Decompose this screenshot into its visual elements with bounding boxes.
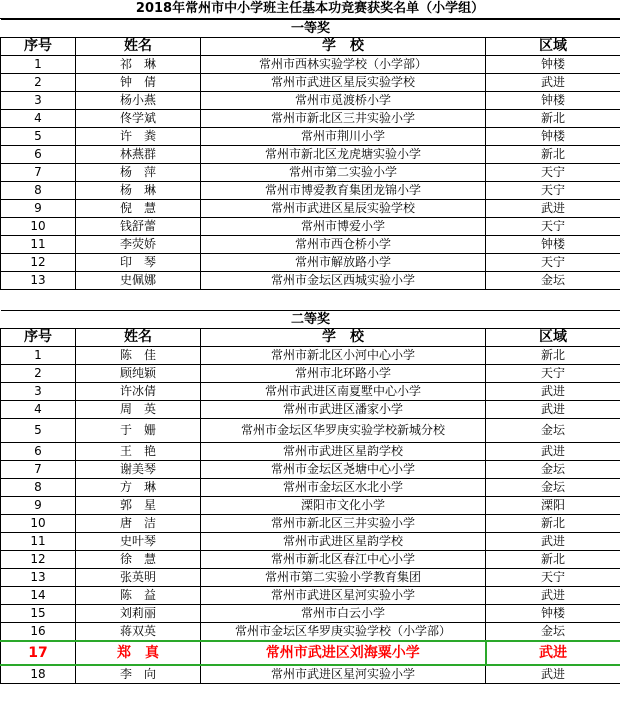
cell-school: 常州市金坛区水北小学 xyxy=(201,479,486,497)
table-row xyxy=(1,272,620,290)
table-row xyxy=(1,419,620,443)
cell-region: 武进 xyxy=(486,401,620,419)
cell-school: 常州市武进区刘海粟小学 xyxy=(201,641,486,665)
cell-no: 13 xyxy=(1,272,76,290)
cell-name: 史佩娜 xyxy=(76,272,201,290)
cell-region: 金坛 xyxy=(486,419,620,443)
cell-name: 林燕群 xyxy=(76,146,201,164)
cell-no: 2 xyxy=(1,365,76,383)
spacer-row xyxy=(1,290,620,311)
table-row xyxy=(1,461,620,479)
cell-school: 常州市武进区南夏墅中心小学 xyxy=(201,383,486,401)
cell-name: 许 粪 xyxy=(76,128,201,146)
cell-region: 溧阳 xyxy=(486,497,620,515)
cell-name: 于 姗 xyxy=(76,419,201,443)
header-school: 学 校 xyxy=(201,329,486,347)
cell-school: 常州市武进区星河实验小学 xyxy=(201,587,486,605)
cell-school: 常州市第二实验小学 xyxy=(201,164,486,182)
cell-region: 钟楼 xyxy=(486,92,620,110)
table-row xyxy=(1,533,620,551)
table-row xyxy=(1,365,620,383)
cell-school: 常州市解放路小学 xyxy=(201,254,486,272)
header-name: 姓名 xyxy=(76,329,201,347)
cell-region: 天宁 xyxy=(486,164,620,182)
cell-name: 徐 慧 xyxy=(76,551,201,569)
table-row xyxy=(1,74,620,92)
table-row xyxy=(1,497,620,515)
award-table xyxy=(0,19,620,684)
cell-school: 常州市新北区春江中心小学 xyxy=(201,551,486,569)
header-row xyxy=(1,38,620,56)
section-title: 一等奖 xyxy=(1,20,620,38)
cell-region: 钟楼 xyxy=(486,128,620,146)
cell-name: 杨小燕 xyxy=(76,92,201,110)
cell-no: 16 xyxy=(1,623,76,642)
cell-no: 14 xyxy=(1,587,76,605)
cell-region: 武进 xyxy=(486,641,620,665)
cell-region: 武进 xyxy=(486,200,620,218)
cell-region: 武进 xyxy=(486,665,620,684)
table-row xyxy=(1,254,620,272)
cell-no: 13 xyxy=(1,569,76,587)
cell-no: 2 xyxy=(1,74,76,92)
section-title: 二等奖 xyxy=(1,311,620,329)
table-row xyxy=(1,443,620,461)
cell-school: 常州市武进区潘家小学 xyxy=(201,401,486,419)
cell-region: 天宁 xyxy=(486,182,620,200)
table-row xyxy=(1,236,620,254)
cell-no: 9 xyxy=(1,497,76,515)
cell-region: 武进 xyxy=(486,443,620,461)
cell-name: 郑 真 xyxy=(76,641,201,665)
section-title-row xyxy=(1,311,620,329)
cell-region: 金坛 xyxy=(486,479,620,497)
cell-no: 8 xyxy=(1,182,76,200)
header-region: 区域 xyxy=(486,329,620,347)
cell-region: 金坛 xyxy=(486,623,620,642)
cell-region: 武进 xyxy=(486,74,620,92)
cell-no: 12 xyxy=(1,551,76,569)
cell-name: 李荧娇 xyxy=(76,236,201,254)
cell-region: 武进 xyxy=(486,587,620,605)
cell-no: 11 xyxy=(1,533,76,551)
cell-no: 3 xyxy=(1,383,76,401)
table-row xyxy=(1,401,620,419)
table-row xyxy=(1,128,620,146)
cell-school: 常州市武进区星韵学校 xyxy=(201,533,486,551)
cell-school: 常州市第二实验小学教育集团 xyxy=(201,569,486,587)
cell-region: 新北 xyxy=(486,515,620,533)
cell-school: 常州市新北区三井实验小学 xyxy=(201,110,486,128)
cell-region: 钟楼 xyxy=(486,56,620,74)
table-row xyxy=(1,569,620,587)
cell-region: 钟楼 xyxy=(486,236,620,254)
table-row xyxy=(1,551,620,569)
cell-school: 常州市白云小学 xyxy=(201,605,486,623)
cell-name: 刘莉丽 xyxy=(76,605,201,623)
cell-name: 顾纯颖 xyxy=(76,365,201,383)
cell-no: 6 xyxy=(1,443,76,461)
cell-school: 常州市西仓桥小学 xyxy=(201,236,486,254)
header-row xyxy=(1,329,620,347)
cell-school: 常州市新北区三井实验小学 xyxy=(201,515,486,533)
header-no: 序号 xyxy=(1,38,76,56)
cell-region: 金坛 xyxy=(486,461,620,479)
cell-name: 唐 洁 xyxy=(76,515,201,533)
table-row xyxy=(1,587,620,605)
table-row xyxy=(1,218,620,236)
cell-region: 新北 xyxy=(486,146,620,164)
cell-name: 印 琴 xyxy=(76,254,201,272)
cell-name: 祁 琳 xyxy=(76,56,201,74)
cell-school: 常州市觅渡桥小学 xyxy=(201,92,486,110)
cell-no: 18 xyxy=(1,665,76,684)
cell-no: 4 xyxy=(1,401,76,419)
cell-no: 10 xyxy=(1,515,76,533)
cell-name: 佟学斌 xyxy=(76,110,201,128)
cell-region: 天宁 xyxy=(486,254,620,272)
cell-no: 5 xyxy=(1,419,76,443)
cell-school: 常州市金坛区华罗庚实验学校新城分校 xyxy=(201,419,486,443)
cell-name: 方 琳 xyxy=(76,479,201,497)
table-row xyxy=(1,200,620,218)
cell-no: 10 xyxy=(1,218,76,236)
header-name: 姓名 xyxy=(76,38,201,56)
cell-region: 金坛 xyxy=(486,272,620,290)
cell-school: 常州市北环路小学 xyxy=(201,365,486,383)
header-region: 区域 xyxy=(486,38,620,56)
cell-name: 李 向 xyxy=(76,665,201,684)
table-row xyxy=(1,110,620,128)
cell-region: 武进 xyxy=(486,533,620,551)
cell-school: 常州市金坛区尧塘中心小学 xyxy=(201,461,486,479)
cell-no: 12 xyxy=(1,254,76,272)
header-school: 学 校 xyxy=(201,38,486,56)
cell-name: 蒋双英 xyxy=(76,623,201,642)
table-row xyxy=(1,347,620,365)
table-row xyxy=(1,164,620,182)
table-row xyxy=(1,56,620,74)
cell-name: 许冰倩 xyxy=(76,383,201,401)
table-row xyxy=(1,146,620,164)
cell-no: 9 xyxy=(1,200,76,218)
cell-name: 史叶琴 xyxy=(76,533,201,551)
header-no: 序号 xyxy=(1,329,76,347)
table-row xyxy=(1,665,620,684)
cell-region: 天宁 xyxy=(486,365,620,383)
cell-no: 7 xyxy=(1,164,76,182)
cell-school: 溧阳市文化小学 xyxy=(201,497,486,515)
cell-name: 杨 萍 xyxy=(76,164,201,182)
cell-school: 常州市新北区龙虎塘实验小学 xyxy=(201,146,486,164)
table-row xyxy=(1,605,620,623)
cell-name: 谢美琴 xyxy=(76,461,201,479)
cell-school: 常州市金坛区西城实验小学 xyxy=(201,272,486,290)
table-row xyxy=(1,383,620,401)
cell-no: 6 xyxy=(1,146,76,164)
cell-school: 常州市金坛区华罗庚实验学校（小学部） xyxy=(201,623,486,642)
cell-region: 天宁 xyxy=(486,569,620,587)
cell-no: 11 xyxy=(1,236,76,254)
cell-no: 1 xyxy=(1,56,76,74)
cell-school: 常州市武进区星辰实验学校 xyxy=(201,74,486,92)
cell-school: 常州市荆川小学 xyxy=(201,128,486,146)
cell-name: 杨 琳 xyxy=(76,182,201,200)
table-row xyxy=(1,92,620,110)
table-row xyxy=(1,515,620,533)
cell-no: 17 xyxy=(1,641,76,665)
table-row xyxy=(1,182,620,200)
cell-name: 王 艳 xyxy=(76,443,201,461)
cell-name: 周 英 xyxy=(76,401,201,419)
cell-no: 3 xyxy=(1,92,76,110)
cell-no: 15 xyxy=(1,605,76,623)
cell-region: 新北 xyxy=(486,347,620,365)
cell-region: 钟楼 xyxy=(486,605,620,623)
cell-no: 4 xyxy=(1,110,76,128)
cell-no: 1 xyxy=(1,347,76,365)
spacer-cell xyxy=(1,290,620,311)
table-row xyxy=(1,479,620,497)
cell-no: 8 xyxy=(1,479,76,497)
cell-school: 常州市新北区小河中心小学 xyxy=(201,347,486,365)
cell-region: 新北 xyxy=(486,551,620,569)
cell-name: 钟 倩 xyxy=(76,74,201,92)
cell-region: 新北 xyxy=(486,110,620,128)
cell-region: 天宁 xyxy=(486,218,620,236)
cell-name: 郭 星 xyxy=(76,497,201,515)
cell-no: 5 xyxy=(1,128,76,146)
cell-name: 倪 慧 xyxy=(76,200,201,218)
cell-school: 常州市武进区星辰实验学校 xyxy=(201,200,486,218)
table-row xyxy=(1,641,620,665)
table-row xyxy=(1,623,620,642)
cell-school: 常州市武进区星韵学校 xyxy=(201,443,486,461)
cell-school: 常州市博爱小学 xyxy=(201,218,486,236)
cell-name: 陈 佳 xyxy=(76,347,201,365)
cell-name: 陈 益 xyxy=(76,587,201,605)
cell-school: 常州市博爱教育集团龙锦小学 xyxy=(201,182,486,200)
cell-no: 7 xyxy=(1,461,76,479)
cell-region: 武进 xyxy=(486,383,620,401)
cell-name: 张英明 xyxy=(76,569,201,587)
sheet-title: 2018年常州市中小学班主任基本功竞赛获奖名单（小学组） xyxy=(0,0,620,19)
cell-name: 钱舒蕾 xyxy=(76,218,201,236)
cell-school: 常州市武进区星河实验小学 xyxy=(201,665,486,684)
section-title-row xyxy=(1,20,620,38)
cell-school: 常州市西林实验学校（小学部） xyxy=(201,56,486,74)
